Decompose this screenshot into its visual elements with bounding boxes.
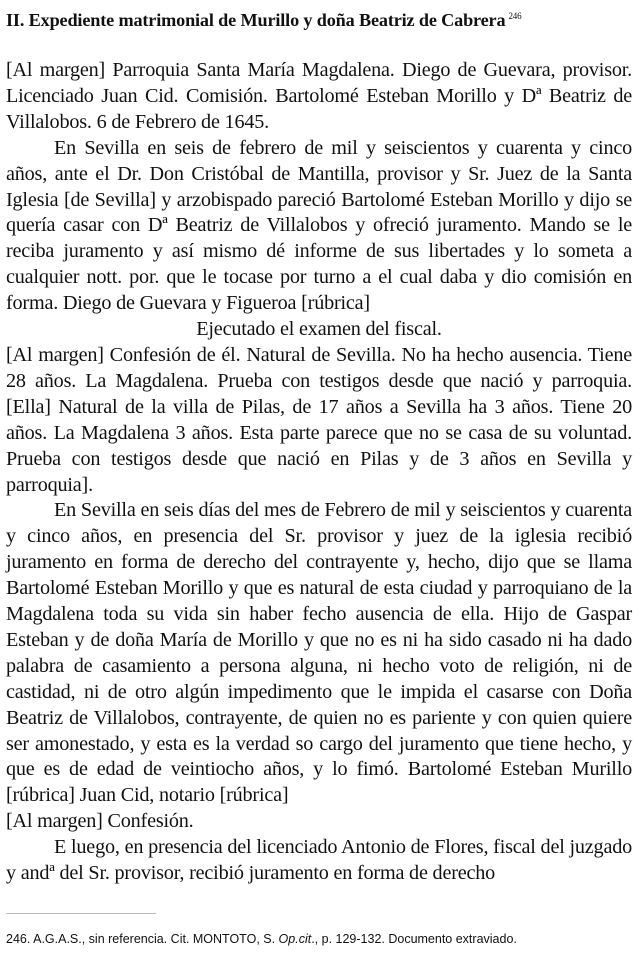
- paragraph-margin-confession: [Al margen] Confesión de él. Natural de Sevilla. No ha hecho ausencia. Tiene 28 años. La Magdalena. Prueba con testigos desde que nació y parroquia. [Ella] Natural de la villa de Pilas, de 17 años a Sevilla ha 3 años. Tiene 20 años. La Magdalena 3 años. Esta parte parece que no se casa de su voluntad. Prueba con testigos desde que nació en Pilas y de 3 años en Sevilla y parroquia].: [6, 343, 632, 496]
- footnote-divider: [6, 913, 156, 914]
- footnote-work: Op.cit: [278, 932, 312, 946]
- paragraph-margin-label: [Al margen] Confesión.: [6, 810, 194, 833]
- page-title: [6, 10, 632, 31]
- title-text: II. Expediente matrimonial de Murillo y doña Beatriz de Cabrera: [6, 10, 506, 30]
- paragraph-continuation: E luego, en presencia del licenciado Antonio de Flores, fiscal del juzgado y andª del Sr. provisor, recibió juramento en forma de derecho: [6, 836, 632, 885]
- document-body: [6, 58, 632, 887]
- footnote-lead: 246. A.G.A.S., sin referencia. Cit. MONTOTO, S.: [6, 932, 279, 946]
- paragraph-oath: En Sevilla en seis días del mes de Febrero de mil y seiscientos y cuarenta y cinco años, en presencia del Sr. provisor y juez de la iglesia recibió juramento en forma de derecho del contrayente y, hecho, dijo que se llama Bartolomé Esteban Morillo y que es natural de esta ciudad y parroquiano de la Magdalena toda su vida sin haber fecho ausencia de ella. Hijo de Gaspar Esteban y de doña María de Morillo y que no es ni ha sido casado ni ha dado palabra de casamiento a persona alguna, ni hecho voto de religión, ni de castidad, ni de otro algún impedimento que le impida el casarse con Doña Beatriz de Villalobos, contrayente, de quien no es pariente y con quien quiere ser amonestado, y esta es la verdad so cargo del juramento que tiene hecho, y que es de edad de veintiocho años, y lo fimó. Bartolomé Esteban Murillo [rúbrica] Juan Cid, notario [rúbrica]: [6, 499, 632, 807]
- footnote: [6, 932, 632, 946]
- footnote-reference: 246: [508, 11, 522, 21]
- paragraph-petition: En Sevilla en seis de febrero de mil y seiscientos y cuarenta y cinco años, ante el Dr. Don Cristóbal de Mantilla, provisor y Sr. Juez de la Santa Iglesia [de Sevilla] y arzobispado pareció Bartolomé Esteban Morillo y dijo se quería casar con Dª Beatriz de Villalobos y ofreció juramento. Mando se le reciba juramento y así mismo dé informe de sus libertades y lo someta a cualquier nott. por. que le tocase por turno a el cual daba y dio comisión en forma. Diego de Guevara y Figueroa [rúbrica]: [6, 136, 632, 315]
- document-page: [6, 0, 632, 961]
- footnote-tail: ., p. 129-132. Documento extraviado.: [311, 932, 517, 946]
- paragraph-fiscal-exam: Ejecutado el examen del fiscal.: [196, 318, 442, 341]
- paragraph-margin-note: [Al margen] Parroquia Santa María Magdalena. Diego de Guevara, provisor. Licenciado Juan Cid. Comisión. Bartolomé Esteban Morillo y Dª Beatriz de Villalobos. 6 de Febrero de 1645.: [6, 59, 632, 133]
